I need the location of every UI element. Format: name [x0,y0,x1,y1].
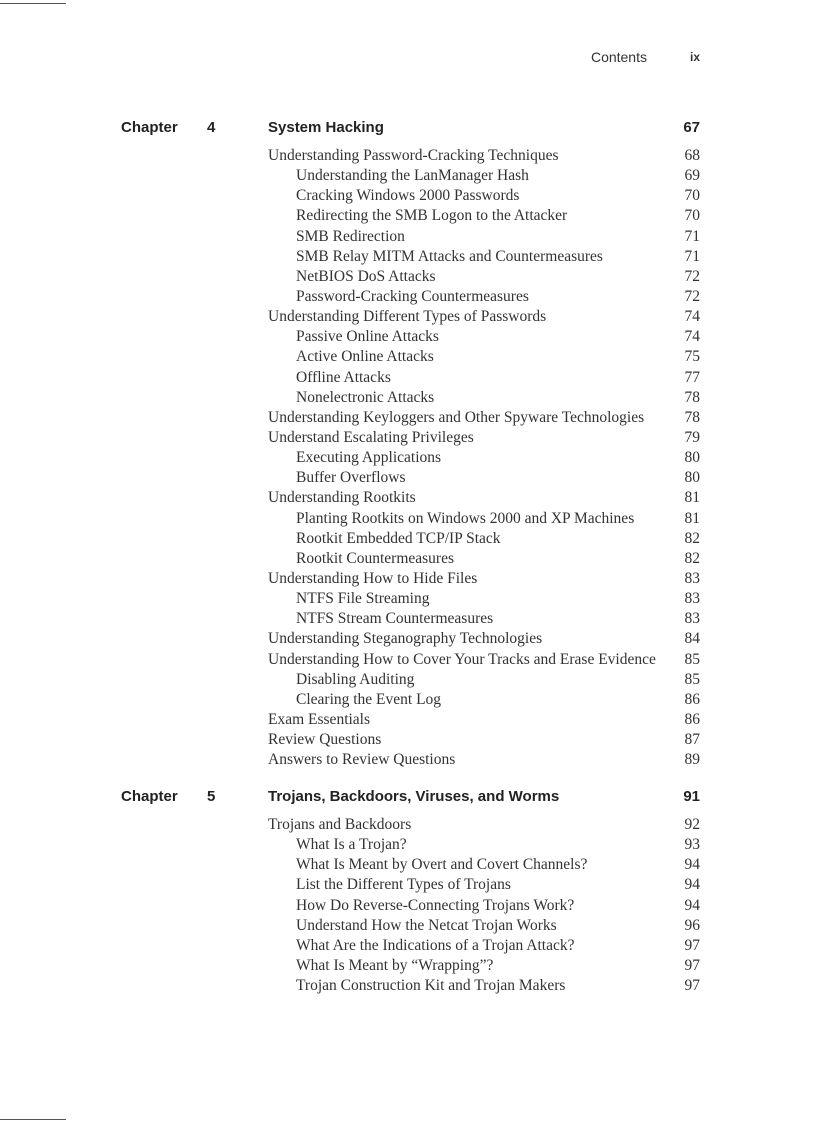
toc-entry-title: Answers to Review Questions [268,751,456,769]
toc-subentry [268,589,700,609]
toc-entry-title: NTFS File Streaming [296,590,430,608]
toc-entry-page: 69 [684,167,700,185]
toc-subentry [268,267,700,287]
toc-entry [268,428,700,448]
toc-entry-page: 93 [684,836,700,854]
toc-entry-page: 72 [684,287,700,305]
toc-entry-page: 70 [684,187,700,205]
toc-subentry [268,468,700,488]
toc-entry-title: Exam Essentials [268,710,371,728]
toc-entry-page: 85 [684,670,700,688]
toc-entry-title: Understanding Password-Cracking Techniques [268,147,559,164]
toc-subentry [268,916,700,936]
toc-subentry [268,875,700,895]
toc-entry-title: Planting Rootkits on Windows 2000 and XP Machines [296,509,635,527]
chapter-label: Chapter [121,788,178,805]
toc-subentry [268,166,700,186]
toc-entry-page: 71 [684,247,700,265]
toc-entry-page: 72 [684,267,700,285]
toc-subentry [268,368,700,388]
toc-entry-page: 80 [684,449,700,467]
toc-entry [268,488,700,508]
toc-entry-title: Passive Online Attacks [296,328,439,346]
toc-entry-title: Understanding Rootkits [268,489,416,507]
toc-entry-title: Trojans and Backdoors [268,816,412,833]
toc-entry [268,629,700,649]
toc-entry-title: Executing Applications [296,449,442,467]
chapter-entries-list [268,146,700,770]
toc-entry-page: 81 [684,489,700,507]
toc-entry-page: 92 [684,816,700,833]
toc-entry-title: Rootkit Countermeasures [296,549,454,567]
toc-entry-title: Disabling Auditing [296,670,415,688]
toc-entry-page: 68 [684,147,700,164]
toc-entry [268,408,700,428]
toc-subentry [268,529,700,549]
toc-entry-title: What Is a Trojan? [296,836,407,854]
toc-entry-title: Understanding Keyloggers and Other Spyware Technologies [268,408,645,426]
crop-mark-top [0,3,66,4]
toc-entry-title: Nonelectronic Attacks [296,388,435,406]
toc-entry [268,650,700,670]
toc-entry-page: 74 [684,308,700,326]
chapter-entries-list [268,815,700,996]
toc-subentry [268,549,700,569]
chapter-title: System Hacking [268,119,384,136]
toc-entry-title: Understanding How to Cover Your Tracks and Erase Evidence [268,650,656,668]
toc-entry-title: Understand Escalating Privileges [268,428,474,446]
toc-entry-title: SMB Redirection [296,227,405,245]
toc-subentry [268,448,700,468]
toc-subentry [268,327,700,347]
toc-entry-page: 86 [684,690,700,708]
toc-entry-page: 71 [684,227,700,245]
toc-entry-title: SMB Relay MITM Attacks and Countermeasures [296,247,603,265]
toc-subentry [268,186,700,206]
toc-entry [268,569,700,589]
chapter-page: 91 [683,788,700,805]
toc-entry-page: 89 [684,751,700,769]
toc-subentry [268,388,700,408]
toc-entry [268,750,700,770]
toc-entry-page: 82 [684,549,700,567]
toc-subentry [268,206,700,226]
toc-entry-title: List the Different Types of Trojans [296,876,511,894]
toc-entry-page: 75 [684,348,700,366]
crop-mark-bottom [0,1119,66,1120]
toc-entry-page: 97 [684,936,700,954]
toc-entry-page: 97 [684,977,700,995]
toc-subentry [268,835,700,855]
toc-entry-title: Password-Cracking Countermeasures [296,287,529,305]
toc-entry [268,815,700,835]
toc-entry-page: 81 [684,509,700,527]
toc-subentry [268,347,700,367]
toc-entry-page: 83 [684,569,700,587]
toc-subentry [268,936,700,956]
toc-entry-title: Understanding Different Types of Passwords [268,308,547,326]
toc-subentry [268,956,700,976]
toc-entry-page: 70 [684,207,700,225]
toc-entry-title: Cracking Windows 2000 Passwords [296,187,520,205]
toc-entry-page: 84 [684,630,700,648]
toc-entry-page: 83 [684,590,700,608]
toc-entry [268,710,700,730]
chapter-label: Chapter [121,119,178,136]
toc-entry-page: 86 [684,710,700,728]
chapter-page: 67 [683,119,700,136]
chapter-number: 4 [207,119,216,136]
toc-subentry [268,247,700,267]
toc-entry-title: What Is Meant by Overt and Covert Channels? [296,856,588,874]
toc-entry-page: 79 [684,428,700,446]
toc-entry-page: 94 [684,856,700,874]
toc-subentry [268,509,700,529]
toc-entry [268,730,700,750]
toc-entry-title: Understanding How to Hide Files [268,569,478,587]
toc-entry-page: 82 [684,529,700,547]
running-head-title: Contents [590,49,647,65]
running-head [0,49,700,67]
toc-entry-title: What Is Meant by “Wrapping”? [296,956,494,974]
toc-entry-page: 77 [684,368,700,386]
toc-entry-title: Understanding Steganography Technologies [268,630,543,648]
toc-subentry [268,690,700,710]
toc-entry-page: 78 [684,388,700,406]
toc-subentry [268,855,700,875]
toc-subentry [268,609,700,629]
toc-entry-page: 87 [684,731,700,749]
toc-entry-title: Rootkit Embedded TCP/IP Stack [296,529,501,547]
toc-entry-page: 85 [684,650,700,668]
toc-entry-title: NetBIOS DoS Attacks [296,267,436,285]
toc-entry-title: What Are the Indications of a Trojan Attack? [296,936,575,954]
toc-entry-title: Clearing the Event Log [296,690,442,708]
toc-entry-title: Understand How the Netcat Trojan Works [296,916,557,934]
toc-entry-title: Trojan Construction Kit and Trojan Makers [296,977,566,995]
toc-entry-page: 94 [684,896,700,914]
toc-entry-page: 96 [684,916,700,934]
toc-entry-page: 83 [684,610,700,628]
chapter-number: 5 [207,788,216,805]
toc-entry-title: Understanding the LanManager Hash [296,167,529,185]
toc-entry-page: 94 [684,876,700,894]
toc-entry-title: Active Online Attacks [296,348,434,366]
toc-entry-page: 74 [684,328,700,346]
chapter-heading [0,119,816,139]
toc-entry-title: Review Questions [268,731,382,749]
toc-entry-title: Buffer Overflows [296,469,406,487]
toc-subentry [268,287,700,307]
toc-entry-title: NTFS Stream Countermeasures [296,610,494,628]
chapter-heading [0,788,816,808]
toc-subentry [268,976,700,996]
running-head-page-number: ix [689,50,700,64]
toc-subentry [268,227,700,247]
toc-entry-page: 80 [684,469,700,487]
toc-entry-title: How Do Reverse-Connecting Trojans Work? [296,896,575,914]
toc-entry [268,307,700,327]
toc-entry-title: Redirecting the SMB Logon to the Attacker [296,207,568,225]
chapter-title: Trojans, Backdoors, Viruses, and Worms [268,788,560,805]
toc-entry [268,146,700,166]
toc-entry-title: Offline Attacks [296,368,391,386]
toc-entry-page: 78 [684,408,700,426]
toc-entry-page: 97 [684,956,700,974]
toc-subentry [268,896,700,916]
toc-subentry [268,670,700,690]
